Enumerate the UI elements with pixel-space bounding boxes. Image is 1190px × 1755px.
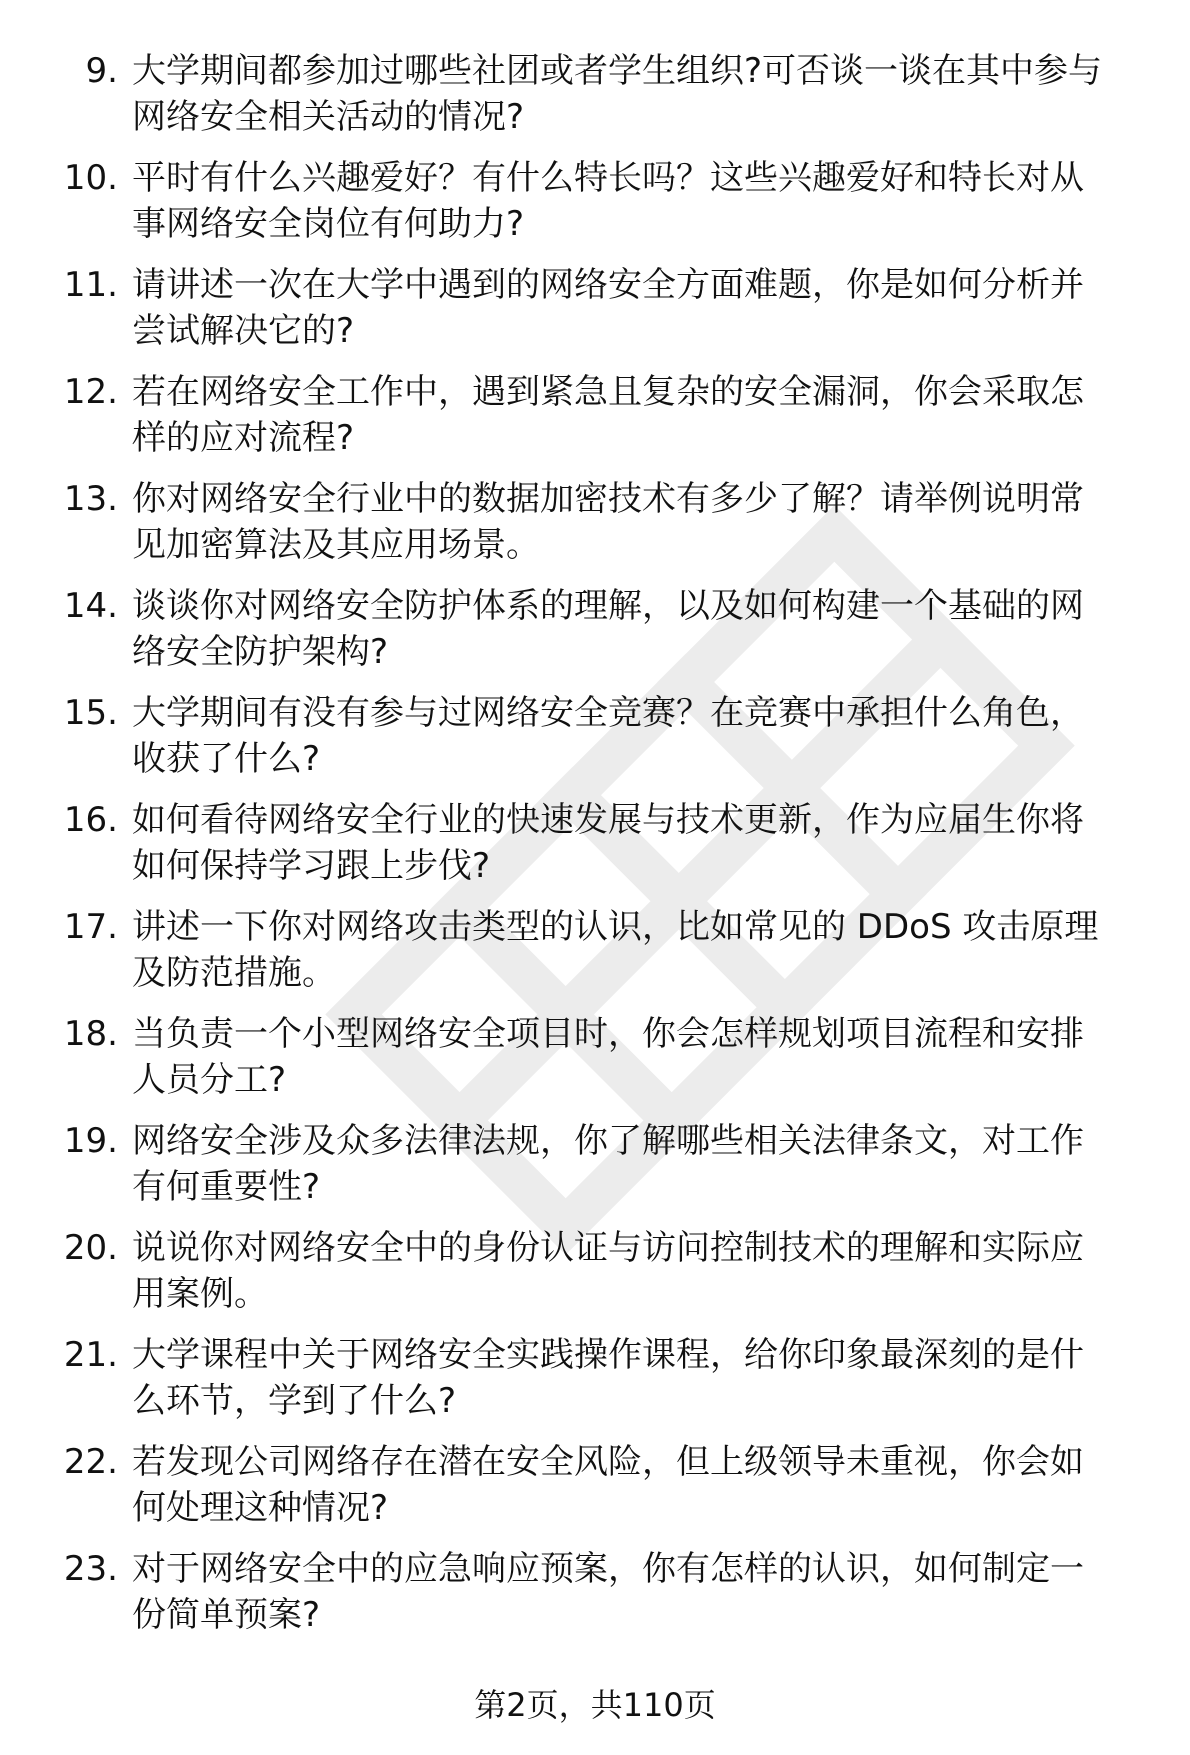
question-text: 对于网络安全中的应急响应预案，你有怎样的认识，如何制定一 份简单预案? [132,1549,1084,1635]
question-text: 讲述一下你对网络攻击类型的认识，比如常见的 DDoS 攻击原理 及防范措施。 [132,907,1099,993]
question-number: 15. [63,693,118,733]
question-text: 谈谈你对网络安全防护体系的理解，以及如何构建一个基础的网 络安全防护架构? [132,586,1084,672]
question-text: 若在网络安全工作中，遇到紧急且复杂的安全漏洞，你会采取怎 样的应对流程? [132,372,1084,458]
question-number: 16. [63,800,118,840]
question-text: 若发现公司网络存在潜在安全风险，但上级领导未重视，你会如 何处理这种情况? [132,1442,1084,1528]
question-list [0,48,1190,1653]
list-item [0,369,1190,476]
page-footer: 第2页，共110页 [474,1686,716,1724]
list-item [0,476,1190,583]
question-number: 14. [63,586,118,626]
list-item [0,48,1190,155]
list-item [0,262,1190,369]
list-item [0,155,1190,262]
question-number: 13. [63,479,118,519]
list-item [0,1011,1190,1118]
list-item [0,1546,1190,1653]
question-text: 大学课程中关于网络安全实践操作课程，给你印象最深刻的是什 么环节，学到了什么? [132,1335,1084,1421]
question-number: 18. [63,1014,118,1054]
list-item [0,690,1190,797]
question-text: 如何看待网络安全行业的快速发展与技术更新，作为应届生你将 如何保持学习跟上步伐? [132,800,1084,886]
question-number: 17. [63,907,118,947]
question-number: 10. [63,158,118,198]
question-number: 22. [63,1442,118,1482]
list-item [0,904,1190,1011]
question-number: 19. [63,1121,118,1161]
question-text: 说说你对网络安全中的身份认证与访问控制技术的理解和实际应 用案例。 [132,1228,1084,1314]
list-item [0,1225,1190,1332]
question-number: 20. [63,1228,118,1268]
question-text: 大学期间有没有参与过网络安全竞赛？在竞赛中承担什么角色， 收获了什么? [132,693,1084,779]
question-text: 大学期间都参加过哪些社团或者学生组织?可否谈一谈在其中参与 网络安全相关活动的情况? [132,51,1103,137]
question-text: 请讲述一次在大学中遇到的网络安全方面难题，你是如何分析并 尝试解决它的? [132,265,1084,351]
question-text: 平时有什么兴趣爱好？有什么特长吗？这些兴趣爱好和特长对从 事网络安全岗位有何助力? [132,158,1084,244]
question-number: 12. [63,372,118,412]
list-item [0,1439,1190,1546]
question-number: 11. [63,265,118,305]
list-item [0,583,1190,690]
question-text: 当负责一个小型网络安全项目时，你会怎样规划项目流程和安排 人员分工? [132,1014,1084,1100]
list-item [0,1118,1190,1225]
question-text: 网络安全涉及众多法律法规，你了解哪些相关法律条文，对工作 有何重要性? [132,1121,1084,1207]
question-number: 9. [85,51,118,91]
question-text: 你对网络安全行业中的数据加密技术有多少了解？请举例说明常 见加密算法及其应用场景。 [132,479,1084,565]
list-item [0,1332,1190,1439]
list-item [0,797,1190,904]
question-number: 23. [63,1549,118,1589]
question-number: 21. [63,1335,118,1375]
